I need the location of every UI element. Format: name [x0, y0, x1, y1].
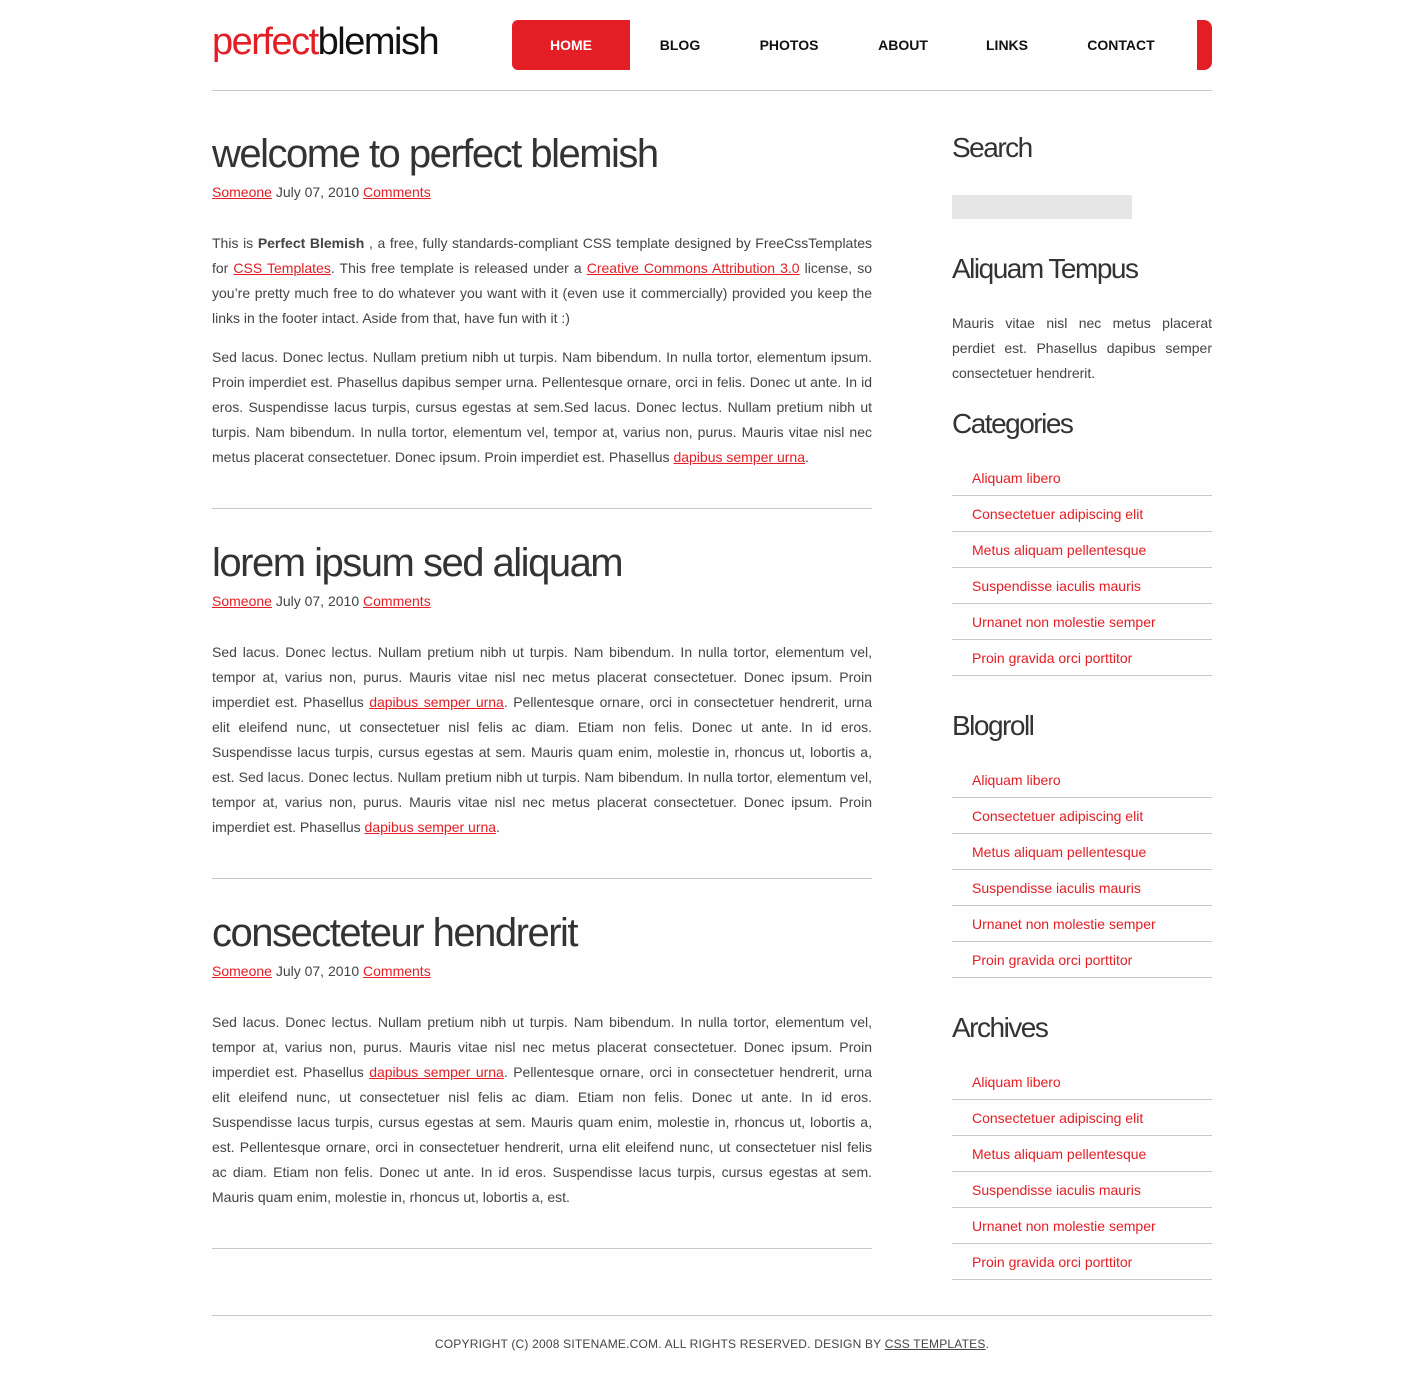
blogroll-link[interactable]: Consectetuer adipiscing elit [972, 807, 1144, 824]
list-item [952, 942, 1212, 978]
list-item [952, 1100, 1212, 1136]
main-content [212, 130, 872, 1279]
post-author-link[interactable]: Someone [212, 593, 272, 609]
footer [212, 1315, 1212, 1351]
list-item [952, 496, 1212, 532]
post-comments-link[interactable]: Comments [363, 963, 431, 979]
category-link[interactable]: Urnanet non molestie semper [972, 613, 1156, 630]
list-item [952, 798, 1212, 834]
post-author-link[interactable]: Someone [212, 963, 272, 979]
blogroll-list [952, 762, 1212, 978]
archive-link[interactable]: Metus aliquam pellentesque [972, 1145, 1147, 1162]
post-author-link[interactable]: Someone [212, 184, 272, 200]
post [212, 539, 872, 879]
archive-link[interactable]: Suspendisse iaculis mauris [972, 1181, 1141, 1198]
archives-list [952, 1064, 1212, 1280]
text: , a free, fully standards-compliant CSS template designed by FreeCssTemplates for [212, 235, 873, 276]
text: . Pellentesque ornare, orci in consectetuer hendrerit, urna elit eleifend nunc, ut consectetuer nisl felis ac diam. Etiam non felis. Donec ut ante. In id eros. Suspendisse lacus turpis, cursus egestas at sem. Mauris quam enim, molestie in, rhoncus ut, lobortis a, est. Pellentesque ornare, orci in consectetuer hendrerit, urna elit eleifend nunc, ut consectetuer nisl felis ac diam. Etiam non felis. Donec ut ante. In id eros. Suspendisse lacus turpis, cursus egestas at sem. Mauris quam enim, molestie in, rhoncus ut, lobortis a, est. [212, 1064, 872, 1205]
copyright-text [212, 1337, 1212, 1351]
menu-about[interactable]: ABOUT [878, 37, 928, 53]
categories-list [952, 460, 1212, 676]
post-title[interactable]: welcome to perfect blemish [212, 132, 658, 176]
menu-home[interactable]: HOME [512, 20, 630, 70]
list-item [952, 1064, 1212, 1100]
post-paragraph [212, 231, 872, 331]
post-title[interactable]: consecteteur hendrerit [212, 911, 578, 955]
text: license, so you’re pretty much free to do whatever you want with it (even use it commercially) provided you keep the links in the footer intact. Aside from that, have fun with it :) [212, 260, 873, 326]
post-entry [212, 231, 872, 470]
post-entry [212, 640, 872, 840]
post [212, 909, 872, 1249]
menu-endcap [1197, 20, 1212, 70]
post-paragraph [212, 345, 872, 470]
archive-link[interactable]: Proin gravida orci porttitor [972, 1253, 1133, 1270]
css-templates-footer-link[interactable]: CSS TEMPLATES [884, 1337, 986, 1351]
post-meta [212, 962, 872, 980]
text: . [496, 819, 500, 835]
list-item [952, 906, 1212, 942]
list-item [952, 1136, 1212, 1172]
creative-commons-link[interactable]: Creative Commons Attribution 3.0 [586, 260, 800, 276]
list-item [952, 640, 1212, 676]
category-link[interactable]: Consectetuer adipiscing elit [972, 505, 1144, 522]
list-item [952, 460, 1212, 496]
category-link[interactable]: Suspendisse iaculis mauris [972, 577, 1141, 594]
dapibus-link[interactable]: dapibus semper urna [673, 449, 805, 465]
text: . This free template is released under a [330, 260, 587, 276]
blogroll-heading: Blogroll [952, 710, 1034, 741]
archive-link[interactable]: Aliquam libero [972, 1073, 1061, 1090]
sidebar [952, 130, 1212, 1312]
list-item [952, 870, 1212, 906]
post-comments-link[interactable]: Comments [363, 184, 431, 200]
archives-heading: Archives [952, 1012, 1048, 1043]
header [212, 0, 1212, 91]
post-meta [212, 592, 872, 610]
main-menu [512, 20, 1212, 70]
menu-photos[interactable]: PHOTOS [759, 37, 819, 53]
list-item [952, 762, 1212, 798]
text: . [804, 449, 809, 465]
text: This is [212, 235, 258, 251]
post-paragraph [212, 640, 872, 840]
dapibus-link[interactable]: dapibus semper urna [369, 694, 504, 710]
search-heading: Search [952, 132, 1032, 163]
archive-link[interactable]: Urnanet non molestie semper [972, 1217, 1156, 1234]
post-date: July 07, 2010 [275, 593, 360, 609]
css-templates-link[interactable]: CSS Templates [233, 260, 331, 276]
post-meta [212, 183, 872, 201]
aliquam-tempus-text: Mauris vitae nisl nec metus placerat perdiet est. Phasellus dapibus semper consectetuer hendrerit. [952, 315, 1212, 381]
category-link[interactable]: Metus aliquam pellentesque [972, 541, 1147, 558]
aliquam-tempus-heading: Aliquam Tempus [952, 253, 1138, 284]
list-item [952, 604, 1212, 640]
text: . [985, 1337, 990, 1351]
text: Sed lacus. Donec lectus. Nullam pretium nibh ut turpis. Nam bibendum. In nulla tortor, elementum ipsum. Proin imperdiet est. Phasellus dapibus semper urna. Pellentesque ornare, orci in felis. Donec ut ante. In id eros. Suspendisse lacus turpis, cursus egestas at sem.Sed lacus. Donec lectus. Nullam pretium nibh ut turpis. Nam bibendum. In nulla tortor, elementum vel, tempor at, varius non, purus. Mauris vitae nisl nec metus placerat consectetuer. Donec ipsum. Proin imperdiet est. Phasellus [212, 349, 872, 465]
list-item [952, 1208, 1212, 1244]
blogroll-link[interactable]: Urnanet non molestie semper [972, 915, 1156, 932]
menu-links[interactable]: LINKS [986, 37, 1028, 53]
list-item [952, 568, 1212, 604]
archive-link[interactable]: Consectetuer adipiscing elit [972, 1109, 1144, 1126]
menu-blog[interactable]: BLOG [659, 37, 701, 53]
dapibus-link[interactable]: dapibus semper urna [369, 1064, 504, 1080]
text: Sed lacus. Donec lectus. Nullam pretium nibh ut turpis. Nam bibendum. In nulla tortor, elementum vel, tempor at, varius non, purus. Mauris vitae nisl nec metus placerat consectetuer. Donec ipsum. Proin imperdiet est. Phasellus [212, 1014, 872, 1080]
blogroll-link[interactable]: Metus aliquam pellentesque [972, 843, 1147, 860]
category-link[interactable]: Aliquam libero [972, 469, 1061, 486]
menu-contact[interactable]: CONTACT [1087, 37, 1155, 53]
list-item [952, 532, 1212, 568]
post [212, 130, 872, 509]
list-item [952, 834, 1212, 870]
blogroll-link[interactable]: Suspendisse iaculis mauris [972, 879, 1141, 896]
blogroll-link[interactable]: Proin gravida orci porttitor [972, 951, 1133, 968]
post-comments-link[interactable]: Comments [363, 593, 431, 609]
category-link[interactable]: Proin gravida orci porttitor [972, 649, 1133, 666]
logo-part-perfect: perfect [212, 21, 318, 63]
post-paragraph [212, 1010, 872, 1210]
post-title[interactable]: lorem ipsum sed aliquam [212, 541, 623, 585]
post-date: July 07, 2010 [275, 963, 360, 979]
blogroll-link[interactable]: Aliquam libero [972, 771, 1061, 788]
categories-heading: Categories [952, 408, 1073, 439]
dapibus-link[interactable]: dapibus semper urna [364, 819, 497, 835]
post-entry [212, 1010, 872, 1210]
list-item [952, 1172, 1212, 1208]
site-logo[interactable] [212, 20, 438, 64]
list-item [952, 1244, 1212, 1280]
text: . Pellentesque ornare, orci in consectetuer hendrerit, urna elit eleifend nunc, ut consectetuer nisl felis ac diam. Etiam non felis. Donec ut ante. In id eros. Suspendisse lacus turpis, cursus egestas at sem. Mauris quam enim, molestie in, rhoncus ut, lobortis a, est. Sed lacus. Donec lectus. Nullam pretium nibh ut turpis. Nam bibendum. In nulla tortor, elementum vel, tempor at, varius non, purus. Mauris vitae nisl nec metus placerat consectetuer. Donec ipsum. Proin imperdiet est. Phasellus [212, 694, 872, 835]
bold-text: Perfect Blemish [257, 235, 365, 251]
logo-part-blemish: blemish [317, 21, 439, 63]
post-date: July 07, 2010 [275, 184, 360, 200]
text: COPYRIGHT (C) 2008 SITENAME.COM. ALL RIGHTS RESERVED. DESIGN BY [434, 1337, 885, 1351]
text: Sed lacus. Donec lectus. Nullam pretium nibh ut turpis. Nam bibendum. In nulla tortor, elementum vel, tempor at, varius non, purus. Mauris vitae nisl nec metus placerat consectetuer. Donec ipsum. Proin imperdiet est. Phasellus [212, 644, 872, 710]
search-input[interactable] [952, 195, 1132, 219]
